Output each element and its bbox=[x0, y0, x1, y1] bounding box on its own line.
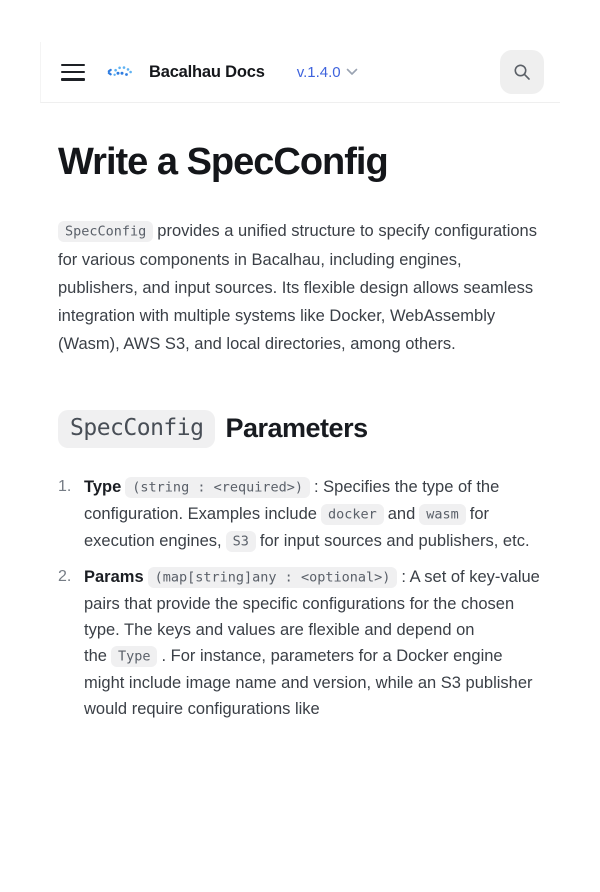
param-term: Type bbox=[84, 477, 122, 496]
inline-code-docker: docker bbox=[321, 504, 384, 525]
article-content bbox=[0, 141, 600, 722]
section-heading-parameters bbox=[58, 410, 543, 448]
hamburger-menu-icon[interactable] bbox=[61, 64, 85, 81]
param-text: . For instance, parameters for a Docker engine might include image name and version, while an S3 publisher would require configurations like bbox=[84, 646, 533, 718]
param-signature-code: (string : <required>) bbox=[125, 477, 310, 498]
site-header bbox=[40, 42, 560, 103]
param-text: and bbox=[387, 504, 416, 523]
param-term: Params bbox=[84, 567, 144, 586]
search-icon bbox=[513, 63, 531, 81]
inline-code-type: Type bbox=[111, 646, 158, 667]
list-number: 2. bbox=[58, 567, 72, 585]
version-dropdown[interactable] bbox=[297, 64, 358, 81]
version-label: v.1.4.0 bbox=[296, 63, 341, 81]
list-item-type bbox=[58, 474, 543, 555]
param-signature-code: (map[string]any : <optional>) bbox=[148, 567, 398, 588]
chevron-down-icon bbox=[346, 68, 358, 76]
search-button[interactable] bbox=[500, 50, 544, 94]
site-title: Bacalhau Docs bbox=[149, 62, 265, 81]
param-text: : Specifies the type of the configuration. Examples include bbox=[84, 477, 500, 523]
page-title: Write a SpecConfig bbox=[58, 141, 388, 183]
inline-code-specconfig: SpecConfig bbox=[58, 221, 153, 242]
inline-code-wasm: wasm bbox=[419, 504, 466, 525]
bacalhau-logo-icon bbox=[107, 61, 133, 83]
heading-text: Parameters bbox=[225, 413, 368, 444]
list-item-params bbox=[58, 564, 543, 722]
list-item-body bbox=[84, 474, 543, 555]
intro-paragraph bbox=[58, 217, 543, 358]
heading-inline-code-specconfig: SpecConfig bbox=[58, 410, 215, 448]
list-item-body bbox=[84, 564, 543, 722]
intro-text: provides a unified structure to specify configurations for various components in Bacalhau, including engines, publishers, and input sources. Its flexible design allows seamless integration with multiple systems like Docker, WebAssembly (Wasm), AWS S3, and local directories, among others. bbox=[58, 221, 537, 353]
inline-code-s3: S3 bbox=[226, 531, 256, 552]
param-text: for input sources and publishers, etc. bbox=[259, 531, 530, 550]
parameters-list bbox=[58, 474, 543, 722]
param-text: : A set of key-value pairs that provide the specific configurations for the chosen type. The keys and values are flexible and depend on the bbox=[84, 567, 540, 665]
param-text: for execution engines, bbox=[84, 504, 490, 550]
list-number: 1. bbox=[58, 477, 72, 495]
